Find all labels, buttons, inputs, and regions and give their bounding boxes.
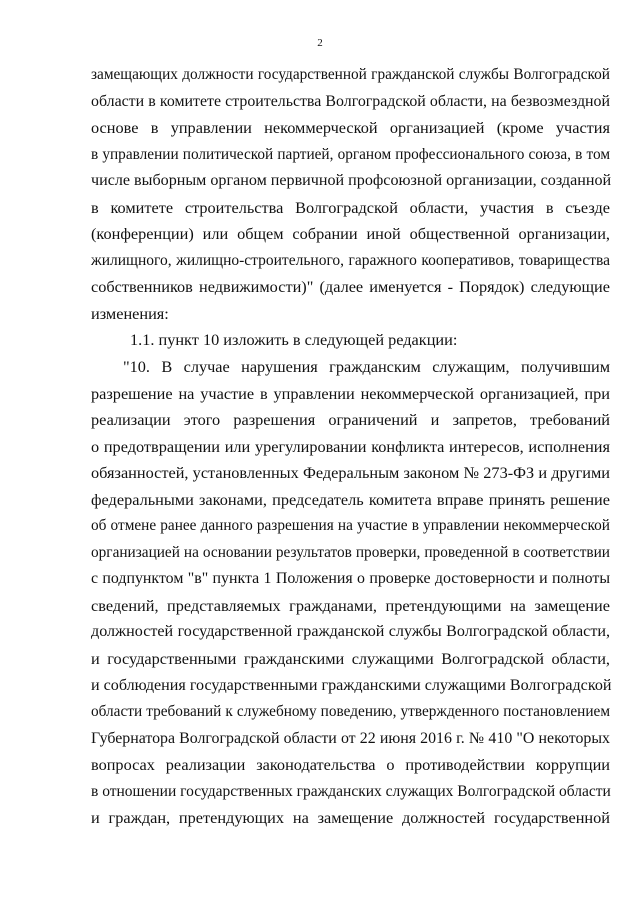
document-body: [91, 65, 610, 835]
text-line: и соблюдения государственными гражданскими служащими Волгоградской: [91, 676, 612, 694]
paragraph-clause-1-1: [91, 330, 610, 357]
paragraph-continuation: [91, 65, 610, 330]
text-line: Губернатора Волгоградской области от 22 июня 2016 г. № 410 "О некоторых: [91, 729, 610, 747]
text-line: собственников недвижимости)" (далее именуется - Порядок) следующие: [91, 277, 610, 297]
text-line: и государственными гражданскими служащими Волгоградской области,: [91, 649, 610, 669]
text-line: должностей государственной гражданской службы Волгоградской области,: [91, 623, 610, 641]
text-line: с подпунктом "в" пункта 1 Положения о проверке достоверности и полноты: [91, 570, 610, 588]
text-line: федеральными законами, председатель комитета вправе принять решение: [91, 489, 610, 509]
text-line: (конференции) или общем собрании иной общественной организации,: [91, 224, 610, 244]
text-line: в управлении политической партией, органом профессионального союза, в том: [91, 145, 610, 163]
text-line: и граждан, претендующих на замещение должностей государственной: [91, 808, 610, 828]
text-line: вопросах реализации законодательства о противодействии коррупции: [91, 755, 610, 775]
text-line: "10. В случае нарушения гражданским служащим, получившим: [123, 357, 610, 377]
text-line: числе выборным органом первичной профсоюзной организации, созданной: [91, 172, 612, 190]
text-line: основе в управлении некоммерческой организацией (кроме участия: [91, 118, 610, 138]
text-line: области требований к служебному поведению, утвержденного постановлением: [91, 703, 610, 721]
text-line: разрешение на участие в управлении некоммерческой организацией, при: [91, 383, 610, 403]
text-line: 1.1. пункт 10 изложить в следующей редакции:: [130, 330, 458, 350]
text-line: о предотвращении или урегулировании конфликта интересов, исполнения: [91, 436, 610, 456]
text-line: в комитете строительства Волгоградской области, участия в съезде: [91, 197, 610, 217]
text-line: изменения:: [91, 303, 169, 323]
text-line: сведений, представляемых гражданами, претендующими на замещение: [91, 595, 610, 615]
text-line: реализации этого разрешения ограничений и запретов, требований: [91, 410, 610, 430]
text-line: в отношении государственных гражданских служащих Волгоградской области: [91, 782, 611, 800]
text-line: жилищного, жилищно-строительного, гаражного кооперативов, товарищества: [91, 251, 610, 269]
text-line: об отмене ранее данного разрешения на участие в управлении некоммерческой: [91, 517, 610, 535]
page-number: 2: [317, 37, 323, 49]
text-line: организацией на основании результатов проверки, проведенной в соответствии: [91, 543, 610, 561]
text-line: области в комитете строительства Волгоградской области, на безвозмездной: [91, 92, 610, 110]
text-line: обязанностей, установленных Федеральным законом № 273-ФЗ и другими: [91, 463, 610, 483]
paragraph-point-10: [91, 357, 610, 835]
text-line: замещающих должности государственной гражданской службы Волгоградской: [91, 66, 610, 83]
